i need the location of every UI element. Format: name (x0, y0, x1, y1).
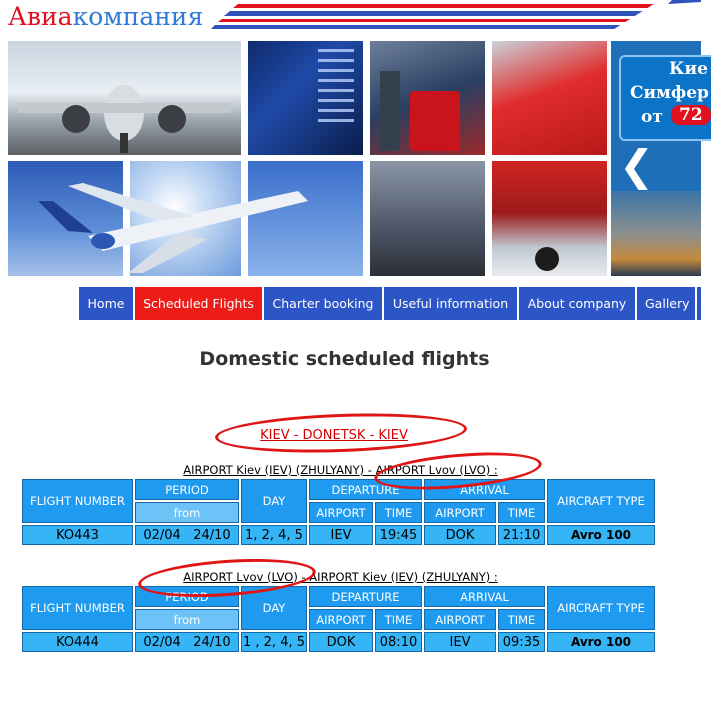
col-flight-number: FLIGHT NUMBER (22, 479, 133, 523)
chevron-left-icon[interactable]: ❮ (619, 141, 655, 190)
cell-days: 1, 2, 4, 5 (241, 525, 307, 545)
cell-flight: KO443 (22, 525, 133, 545)
cell-dep-airport: IEV (309, 525, 373, 545)
route-link[interactable]: KIEV - DONETSK - KIEV (260, 428, 408, 443)
photo-jet-front (8, 41, 241, 155)
col-arr-airport: AIRPORT (424, 502, 496, 523)
cell-aircraft: Avro 100 (547, 632, 655, 652)
banner-collage (8, 41, 701, 276)
promo-banner[interactable] (611, 41, 709, 276)
photo-luggage-trolley-top (370, 41, 485, 155)
route-caption-2: AIRPORT Lvov (LVO) - AIRPORT Kiev (IEV) (ZHULYANY) : (183, 570, 498, 584)
cell-arr-time: 09:35 (498, 632, 545, 652)
nav-charter-booking[interactable]: Charter booking (264, 287, 384, 320)
cell-period-to: 24/10 (193, 634, 231, 650)
col-arrival: ARRIVAL (424, 586, 545, 607)
col-dep-airport: AIRPORT (309, 502, 373, 523)
promo-line-1: Кие (669, 59, 708, 79)
col-departure: DEPARTURE (309, 586, 422, 607)
col-departure: DEPARTURE (309, 479, 422, 500)
nav-useful-information[interactable]: Useful information (384, 287, 519, 320)
col-aircraft-type: AIRCRAFT TYPE (547, 479, 655, 523)
col-arr-time: TIME (498, 502, 545, 523)
col-day: DAY (241, 586, 307, 630)
col-flight-number: FLIGHT NUMBER (22, 586, 133, 630)
table-row (22, 525, 655, 545)
jet-front-illustration (8, 41, 241, 155)
nav-home[interactable]: Home (79, 287, 135, 320)
col-day: DAY (241, 479, 307, 523)
col-period-from: from (135, 502, 239, 523)
route-caption-1: AIRPORT Kiev (IEV) (ZHULYANY) - AIRPORT Lvov (LVO) : (183, 463, 498, 477)
col-arr-time: TIME (498, 609, 545, 630)
cell-period (135, 525, 239, 545)
site-logo[interactable] (8, 1, 203, 33)
nav-about-company[interactable]: About company (519, 287, 637, 320)
promo-price: 72 (671, 105, 711, 125)
cell-dep-time: 08:10 (375, 632, 422, 652)
cell-dep-airport: DOK (309, 632, 373, 652)
luggage-illustration (370, 41, 485, 155)
col-aircraft-type: AIRCRAFT TYPE (547, 586, 655, 630)
nav-tail (697, 287, 701, 320)
main-nav (79, 287, 701, 320)
logo-text-part1: Авиа (8, 2, 73, 31)
departures-board-illustration (248, 41, 363, 155)
header (0, 0, 701, 38)
col-dep-time: TIME (375, 609, 422, 630)
col-period: PERIOD (135, 586, 239, 607)
photo-red-bag-top (492, 41, 607, 155)
col-dep-time: TIME (375, 502, 422, 523)
cell-arr-time: 21:10 (498, 525, 545, 545)
cell-period-to: 24/10 (193, 527, 231, 543)
cell-dep-time: 19:45 (375, 525, 422, 545)
table-row (22, 632, 655, 652)
photo-red-bag-bottom (492, 161, 607, 276)
cell-period (135, 632, 239, 652)
flights-table-2 (20, 584, 657, 654)
col-dep-airport: AIRPORT (309, 609, 373, 630)
cell-period-from: 02/04 (143, 634, 181, 650)
cell-flight: KO444 (22, 632, 133, 652)
cell-days: 1 , 2, 4, 5 (241, 632, 307, 652)
col-arrival: ARRIVAL (424, 479, 545, 500)
col-period-from: from (135, 609, 239, 630)
nav-gallery[interactable]: Gallery (637, 287, 697, 320)
photo-departures-board-left (248, 41, 363, 155)
flights-table-1 (20, 477, 657, 547)
page-title: Domestic scheduled flights (199, 348, 490, 370)
photo-luggage-trolley-bottom (370, 161, 485, 276)
promo-line-2: Симфер (630, 83, 709, 103)
col-arr-airport: AIRPORT (424, 609, 496, 630)
promo-prefix: от (641, 107, 663, 127)
cell-arr-airport: DOK (424, 525, 496, 545)
nav-scheduled-flights[interactable]: Scheduled Flights (135, 287, 264, 320)
logo-text-part2: компания (72, 2, 204, 31)
col-period: PERIOD (135, 479, 239, 500)
airplane-illustration (8, 161, 363, 276)
promo-sky-photo (611, 191, 701, 276)
cell-period-from: 02/04 (143, 527, 181, 543)
cell-aircraft: Avro 100 (547, 525, 655, 545)
wheel-illustration (492, 161, 607, 276)
cell-arr-airport: IEV (424, 632, 496, 652)
